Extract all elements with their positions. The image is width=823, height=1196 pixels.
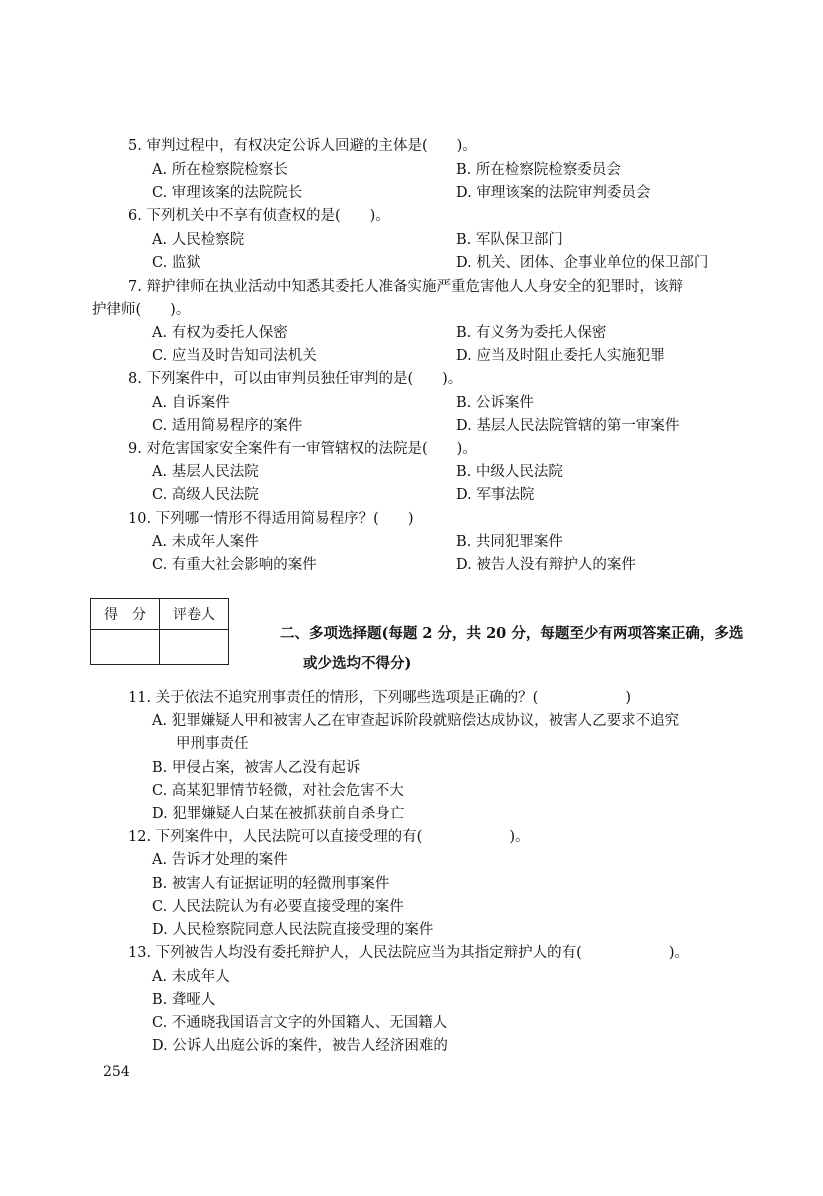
question-7-option-a: A. 有权为委托人保密 [152,325,288,341]
question-5-option-c: C. 审理该案的法院院长 [152,185,303,201]
question-11-option-c: C. 高某犯罪情节轻微，对社会危害不大 [152,783,404,799]
score-box [90,598,229,665]
question-7-option-d: D. 应当及时阻止委托人实施犯罪 [456,348,665,364]
question-6-option-a: A. 人民检察院 [152,232,245,248]
question-5-option-d: D. 审理该案的法院审判委员会 [456,185,651,201]
question-12-option-a: A. 告诉才处理的案件 [152,852,288,868]
question-11-option-b: B. 甲侵占案，被害人乙没有起诉 [152,760,361,776]
score-label: 得 分 [91,599,160,630]
section-2-title-cont: 或少选均不得分) [303,655,412,672]
question-10-option-c: C. 有重大社会影响的案件 [152,557,317,573]
question-7-option-b: B. 有义务为委托人保密 [456,325,607,341]
question-9-option-b: B. 中级人民法院 [456,464,563,480]
grader-cell [160,630,229,665]
question-7-stem-cont: 护律师( )。 [92,302,191,318]
question-8-option-d: D. 基层人民法院管辖的第一审案件 [456,418,680,434]
question-9-option-a: A. 基层人民法院 [152,464,259,480]
question-9-option-c: C. 高级人民法院 [152,487,259,503]
question-6-option-b: B. 军队保卫部门 [456,232,563,248]
question-10-stem: 10. 下列哪一情形不得适用简易程序？( ) [128,511,414,527]
question-10-option-a: A. 未成年人案件 [152,534,259,550]
page-number: 254 [103,1064,130,1080]
question-11-option-a-cont: 甲刑事责任 [176,736,249,752]
question-7-stem: 7. 辩护律师在执业活动中知悉其委托人准备实施严重危害他人人身安全的犯罪时，该辩 [128,279,683,295]
question-13-option-b: B. 聋哑人 [152,992,216,1008]
question-13-option-c: C. 不通晓我国语言文字的外国籍人、无国籍人 [152,1015,448,1031]
question-12-option-c: C. 人民法院认为有必要直接受理的案件 [152,899,404,915]
question-5-option-b: B. 所在检察院检察委员会 [456,162,621,178]
question-5-option-a: A. 所在检察院检察长 [152,162,288,178]
grader-label: 评卷人 [160,599,229,630]
question-6-stem: 6. 下列机关中不享有侦查权的是( )。 [128,208,390,224]
question-13-option-d: D. 公诉人出庭公诉的案件，被告人经济困难的 [152,1038,448,1054]
question-11-stem: 11. 关于依法不追究刑事责任的情形，下列哪些选项是正确的？( ) [128,690,631,706]
question-9-option-d: D. 军事法院 [456,487,535,503]
question-7-option-c: C. 应当及时告知司法机关 [152,348,317,364]
score-cell [91,630,160,665]
question-8-option-c: C. 适用简易程序的案件 [152,418,303,434]
question-8-option-a: A. 自诉案件 [152,395,230,411]
question-11-option-a: A. 犯罪嫌疑人甲和被害人乙在审查起诉阶段就赔偿达成协议，被害人乙要求不追究 [152,713,680,729]
question-12-option-d: D. 人民检察院同意人民法院直接受理的案件 [152,922,434,938]
question-11-option-d: D. 犯罪嫌疑人白某在被抓获前自杀身亡 [152,806,405,822]
question-12-stem: 12. 下列案件中，人民法院可以直接受理的有( )。 [128,829,530,845]
question-8-stem: 8. 下列案件中，可以由审判员独任审判的是( )。 [128,371,463,387]
question-10-option-b: B. 共同犯罪案件 [456,534,563,550]
question-9-stem: 9. 对危害国家安全案件有一审管辖权的法院是( )。 [128,441,477,457]
question-8-option-b: B. 公诉案件 [456,395,534,411]
section-2-title: 二、多项选择题(每题 2 分，共 20 分，每题至少有两项答案正确，多选 [280,625,744,642]
question-6-option-d: D. 机关、团体、企事业单位的保卫部门 [456,255,709,271]
question-5-stem: 5. 审判过程中，有权决定公诉人回避的主体是( )。 [128,138,477,154]
question-6-option-c: C. 监狱 [152,255,201,271]
question-12-option-b: B. 被害人有证据证明的轻微刑事案件 [152,876,390,892]
question-13-stem: 13. 下列被告人均没有委托辩护人，人民法院应当为其指定辩护人的有( )。 [128,945,689,961]
question-10-option-d: D. 被告人没有辩护人的案件 [456,557,636,573]
question-13-option-a: A. 未成年人 [152,969,230,985]
